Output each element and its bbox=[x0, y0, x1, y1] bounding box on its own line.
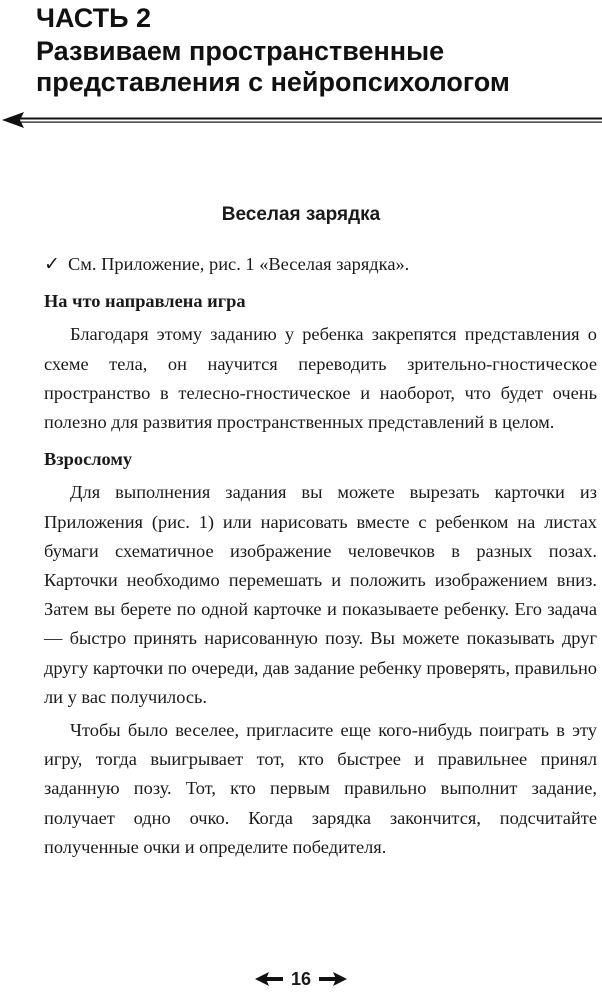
section-title: Веселая зарядка bbox=[221, 204, 381, 225]
chapter-title: Развиваем пространственные представления с нейропсихологом bbox=[36, 36, 510, 97]
arrow-right-icon bbox=[317, 971, 347, 987]
page-body bbox=[44, 250, 597, 862]
header-arrow-rule bbox=[0, 109, 602, 131]
part-label: ЧАСТЬ 2 bbox=[36, 3, 152, 33]
block-heading-adult: Взрослому bbox=[44, 449, 133, 470]
page-footer bbox=[0, 964, 602, 994]
block-heading-goal: На что направлена игра bbox=[44, 291, 246, 312]
check-mark-icon: ✓ bbox=[44, 254, 60, 275]
arrow-left-icon bbox=[255, 971, 285, 987]
paragraph-goal: Благодаря этому заданию у ребенка закрепятся представления о схеме тела, он научится переводить зрительно-гностическое пространство в телесно-гностическое и наоборот, что будет очень полезно для развития пространственных представлений в целом. bbox=[44, 324, 597, 433]
see-reference-text: См. Приложение, рис. 1 «Веселая зарядка». bbox=[68, 254, 410, 274]
paragraph-adult-1: Для выполнения задания вы можете вырезать карточки из Приложения (рис. 1) или нарисовать вместе с ребенком на листах бумаги схематичное изображение человечков в разных позах. Карточки необходимо перемешать и положить изображением вниз. Затем вы берете по одной карточке и показываете ребенку. Его задача — быстро принять нарисованную позу. Вы можете показывать друг другу карточки по очереди, дав задание ребенку проверять, правильно ли у вас получилось. bbox=[44, 482, 597, 707]
page-number: 16 bbox=[290, 968, 312, 989]
see-reference bbox=[44, 250, 597, 279]
paragraph-adult-2: Чтобы было веселее, пригласите еще кого-нибудь поиграть в эту игру, тогда выигрывает тот, кто быстрее и правильнее принял заданную позу. Тот, кто первым правильно выполнит задание, получает одно очко. Когда зарядка закончится, подсчитайте полученные очки и определите победителя. bbox=[44, 720, 597, 857]
